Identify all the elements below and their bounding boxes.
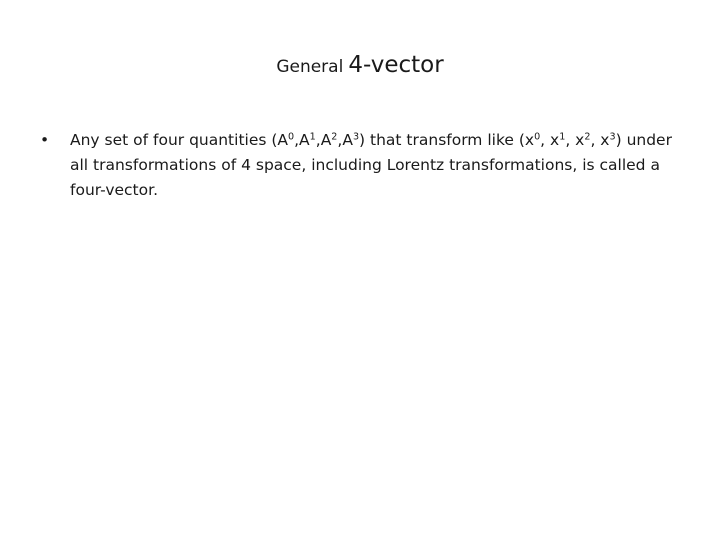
- text-segment: Any set of four quantities (A: [70, 131, 289, 149]
- text-segment: ) that transform like (x: [359, 131, 535, 149]
- text-segment: ,A: [294, 131, 310, 149]
- superscript: 2: [331, 131, 338, 143]
- title-4-vector: 4-vector: [348, 52, 444, 78]
- superscript: 0: [534, 131, 541, 143]
- bullet-list: [40, 128, 690, 203]
- slide-title: [0, 52, 720, 78]
- superscript: 1: [559, 131, 566, 143]
- superscript: 3: [609, 131, 616, 143]
- superscript: 0: [288, 131, 295, 143]
- superscript: 2: [584, 131, 591, 143]
- text-segment: , x: [590, 131, 610, 149]
- superscript: 3: [352, 131, 360, 143]
- bullet-dot-icon: •: [40, 131, 50, 149]
- bullet-text: [70, 131, 672, 199]
- superscript: 1: [309, 131, 316, 143]
- text-segment: ,A: [315, 131, 332, 149]
- text-segment: , x: [540, 131, 560, 149]
- text-segment: ,A: [337, 131, 353, 149]
- text-segment: ) under all transformations of 4 space, including Lorentz transformations, is called a four-vector.: [70, 131, 672, 199]
- bullet-item-definition: [40, 128, 690, 203]
- text-segment: , x: [565, 131, 585, 149]
- title-general: General: [276, 57, 344, 77]
